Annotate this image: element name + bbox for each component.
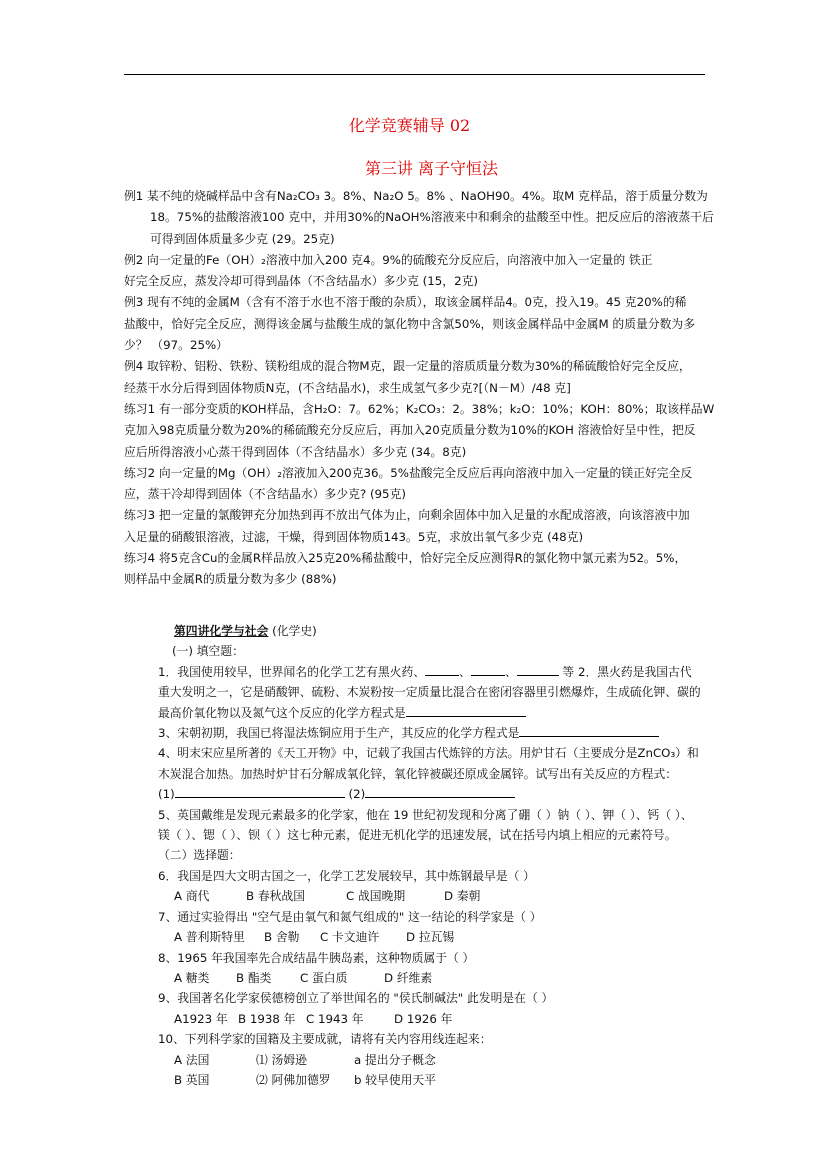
option[interactable]: C 卡文迪许 xyxy=(320,930,380,945)
scientist: ⑴ 汤姆逊 xyxy=(256,1052,307,1067)
option[interactable]: A 商代 xyxy=(174,889,210,904)
country: A 法国 xyxy=(174,1052,210,1067)
exercise-4-line-2: 则样品中金属R的质量分数为多少 (88%) xyxy=(124,572,337,587)
example-1-line-2: 18。75%的盐酸溶液100 克中，并用30%的NaOH%溶液来中和剩余的盐酸至中性。把反应后的溶液蒸干后 xyxy=(150,210,714,225)
option[interactable]: D 1926 年 xyxy=(394,1011,453,1026)
exercise-2-line-2: 应，蒸干冷却得到固体（不含结晶水）多少克? (95克) xyxy=(124,487,406,502)
option[interactable]: A1923 年 xyxy=(174,1011,228,1026)
question-7: 7、通过实验得出 "空气是由氧气和氮气组成的" 这一结论的科学家是（ ） xyxy=(158,909,542,924)
exercise-1-line-3: 应后所得溶液小心蒸干得到固体（不含结晶水）多少克 (34。8克) xyxy=(124,444,467,459)
country: B 英国 xyxy=(174,1072,210,1087)
document-title: 化学竞赛辅导 02 xyxy=(348,116,471,135)
exercise-3-line-2: 入足量的硝酸银溶液，过滤，干燥，得到固体物质143。5克，求放出氧气多少克 (48克) xyxy=(124,529,584,544)
question-8: 8、1965 年我国率先合成结晶牛胰岛素，这种物质属于（ ） xyxy=(158,950,475,965)
option[interactable]: B 舍勒 xyxy=(264,930,300,945)
option[interactable]: B 1938 年 xyxy=(238,1011,296,1026)
exercise-3-line-1: 练习3 把一定量的氯酸钾充分加热到再不放出气体为止，向剩余固体中加入足量的水配成溶液，向该溶液中加 xyxy=(124,508,690,523)
option[interactable]: D 纤维素 xyxy=(384,970,433,985)
exercise-1-line-1: 练习1 有一部分变质的KOH样品，含H₂O：7。62%；K₂CO₃：2。38%；k₂O：10%；KOH：80%；取该样品W xyxy=(124,401,715,416)
example-1-line-3: 可得到固体质量多少克 (29。25克) xyxy=(150,231,335,246)
option[interactable]: B 春秋战国 xyxy=(246,889,306,904)
question-10-row xyxy=(158,1050,708,1070)
question-6: 6．我国是四大文明古国之一，化学工艺发展较早，其中炼钢最早是（ ） xyxy=(158,868,535,883)
question-6-options xyxy=(158,886,708,906)
example-3-line-3: 少？ （97。25%） xyxy=(124,338,228,353)
question-9-options xyxy=(158,1009,708,1029)
option[interactable]: C 蛋白质 xyxy=(300,970,348,985)
chapter-heading: 第四讲化学与社会 (化学史) xyxy=(174,624,317,638)
chapter-four-block xyxy=(158,621,708,1090)
question-10: 10、下列科学家的国籍及主要成就，请将有关内容用线连起来： xyxy=(158,1032,492,1047)
exercise-1-line-2: 克加入98克质量分数为20%的稀硫酸充分反应后，再加入20克质量分数为10%的KOH 溶液恰好呈中性，把反 xyxy=(124,423,696,438)
question-2-line-1: 重大发明之一，它是硝酸钾、硫粉、木炭粉按一定质量比混合在密闭容器里引燃爆炸，生成硫化钾、碳的 xyxy=(158,685,701,700)
exercise-2-line-1: 练习2 向一定量的Mg（OH）₂溶液加入200克36。5%盐酸完全反应后再向溶液中加入一定量的镁正好完全反 xyxy=(124,465,693,480)
question-7-options xyxy=(158,927,708,947)
question-8-options xyxy=(158,968,708,988)
example-1-line-1: 例1 某不纯的烧碱样品中含有Na₂CO₃ 3。8%、Na₂O 5。8% 、NaOH90。4%。取M 克样品，溶于质量分数为 xyxy=(124,189,708,203)
question-4-line-1: 4、明末宋应星所著的《天工开物》中，记载了我国古代炼锌的方法。用炉甘石（主要成分是ZnCO₃）和 xyxy=(158,746,699,761)
option[interactable]: B 酯类 xyxy=(236,970,272,985)
example-4-line-1: 例4 取锌粉、铝粉、铁粉、镁粉组成的混合物M克，跟一定量的溶质质量分数为30%的稀硫酸恰好完全反应， xyxy=(124,359,691,374)
question-1-line-1: 1．我国使用较早，世界闻名的化学工艺有黑火药、 、 、 等 2．黑火药是我国古代 xyxy=(158,664,692,679)
choice-section-title: （二）选择题： xyxy=(158,848,241,863)
option[interactable]: C 战国晚期 xyxy=(346,889,406,904)
option[interactable]: A 糖类 xyxy=(174,970,210,985)
option[interactable]: D 秦朝 xyxy=(444,889,481,904)
exercise-4-line-1: 练习4 将5克含Cu的金属R样品放入25克20%稀盐酸中，恰好完全反应测得R的氯化物中氯元素为52。5%， xyxy=(124,551,687,566)
example-2-line-2: 好完全反应，蒸发冷却可得到晶体（不含结晶水）多少克 (15，2克) xyxy=(124,274,478,289)
example-4-line-2: 经蒸干水分后得到固体物质N克，(不含结晶水)，求生成氢气多少克?[（N－M）/48 克] xyxy=(124,380,571,395)
question-9: 9、我国著名化学家侯德榜创立了举世闻名的 "侯氏制碱法" 此发明是在（ ） xyxy=(158,991,554,1006)
examples-block xyxy=(124,186,715,591)
example-3-line-1: 例3 现有不纯的金属M（含有不溶于水也不溶于酸的杂质），取该金属样品4。0克，投入19。45 克20%的稀 xyxy=(124,295,687,310)
example-3-line-2: 盐酸中，恰好完全反应，测得该金属与盐酸生成的氯化物中含氯50%，则该金属样品中金属M 的质量分数为多 xyxy=(124,316,696,331)
question-5-line-2: 镁（ ）、锶（ ）、钡（ ）这七种元素，促进无机化学的迅速发展，试在括号内填上相应的元素符号。 xyxy=(158,828,677,843)
top-rule xyxy=(124,74,705,75)
question-10-row xyxy=(158,1070,708,1090)
question-3: 3、宋朝初期，我国已将湿法炼铜应用于生产，其反应的化学方程式是 xyxy=(158,723,708,743)
option[interactable]: A 普利斯特里 xyxy=(174,930,245,945)
option[interactable]: D 拉瓦锡 xyxy=(406,930,455,945)
achievement: a 提出分子概念 xyxy=(354,1052,436,1067)
example-2-line-1: 例2 向一定量的Fe（OH）₂溶液中加入200 克4。9%的硫酸充分反应后，向溶液中加入一定量的 铁正 xyxy=(124,252,653,267)
question-4-line-3: (1) (2) xyxy=(158,784,708,804)
question-5-line-1: 5、英国戴维是发现元素最多的化学家，他在 19 世纪初发现和分离了硼（ ）钠（ ）、钾（ ）、钙（ ）、 xyxy=(158,807,693,822)
scientist: ⑵ 阿佛加德罗 xyxy=(256,1072,331,1087)
option[interactable]: C 1943 年 xyxy=(306,1011,364,1026)
fill-section-title: (一) 填空题： xyxy=(172,644,244,659)
achievement: b 较早使用天平 xyxy=(354,1072,437,1087)
lecture-title: 第三讲 离子守恒法 xyxy=(364,159,499,178)
question-2-line-2: 最高价氧化物以及氮气这个反应的化学方程式是 xyxy=(158,703,708,723)
question-4-line-2: 木炭混合加热。加热时炉甘石分解成氧化锌，氧化锌被碳还原成金属锌。试写出有关反应的方程式： xyxy=(158,766,678,781)
